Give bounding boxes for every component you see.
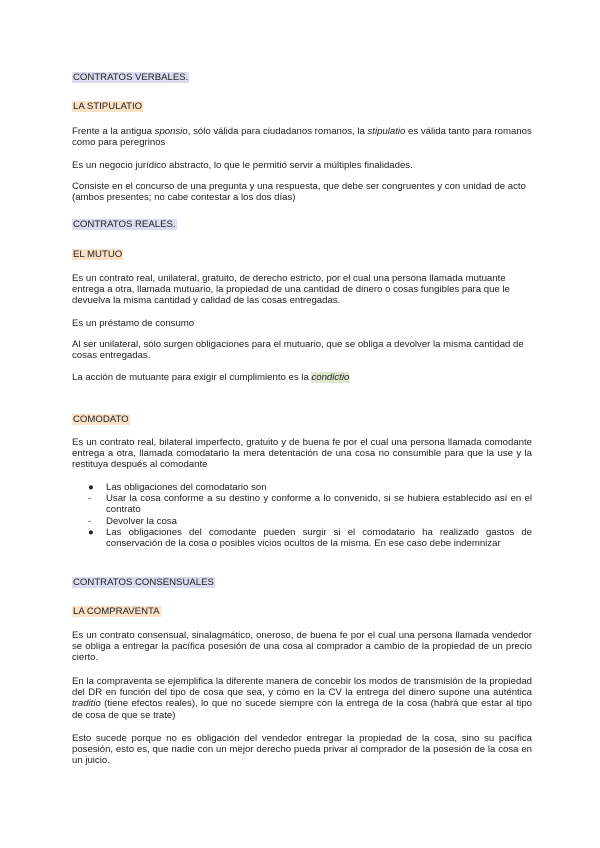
heading-stipulatio: LA STIPULATIO bbox=[73, 101, 143, 112]
list-item bbox=[88, 527, 532, 549]
compraventa-paragraph-2 bbox=[72, 676, 532, 721]
stipulatio-paragraph-1 bbox=[72, 126, 532, 148]
term-stipulatio: stipulatio bbox=[367, 126, 406, 137]
dash-marker: - bbox=[88, 515, 92, 527]
term-condictio: condictio bbox=[311, 372, 350, 383]
mutuo-paragraph-3: Al ser unilateral, sólo surgen obligaciones para el mutuario, que se obliga a devolver la misma cantidad de cosas entregadas. bbox=[72, 339, 524, 362]
stipulatio-paragraph-2: Es un negocio jurídico abstracto, lo que le permitió servir a múltiples finalidades. bbox=[72, 160, 413, 171]
comodato-paragraph-1: Es un contrato real, bilateral imperfecto, gratuito y de buena fe por el cual una persona llamada comodante entrega a otra, llamada comodatario la mera detentación de una cosa no consumible para que la use y la restituya después al comodante bbox=[72, 437, 532, 471]
heading-comodato: COMODATO bbox=[73, 414, 129, 425]
compraventa-paragraph-1: Es un contrato consensual, sinalagmático, oneroso, de buena fe por el cual una persona llamada vendedor se obliga a entregar la pacífica posesión de una cosa al comprador a cambio de la propiedad de un precio cierto. bbox=[72, 630, 532, 664]
list-item bbox=[88, 482, 532, 493]
term-sponsio: sponsio bbox=[154, 126, 188, 137]
bullet-marker: ● bbox=[88, 526, 94, 538]
compraventa-paragraph-3: Esto sucede porque no es obligación del vendedor entregar la propiedad de la cosa, sino su pacífica posesión, esto es, que nadie con un mejor derecho pueda privar al comprador de la posesión de la cosa en un juicio. bbox=[72, 733, 532, 767]
list-item-text: Las obligaciones del comodatario son bbox=[106, 482, 267, 493]
bullet-marker: ● bbox=[88, 482, 94, 493]
list-item-text: Las obligaciones del comodante pueden surgir si el comodatario ha realizado gastos de conservación de la cosa o posibles vicios ocultos de la misma. En ese caso debe indemnizar bbox=[106, 526, 532, 550]
section-heading-consensuales: CONTRATOS CONSENSUALES bbox=[73, 577, 214, 588]
mutuo-paragraph-2: Es un préstamo de consumo bbox=[72, 318, 195, 329]
text-run: En la compraventa se ejemplifica la diferente manera de concebir los modos de transmisión de la propiedad del DR en función del tipo de cosa que sea, y cómo en la CV la entrega del dinero supone una auténtica bbox=[72, 676, 532, 699]
heading-mutuo: EL MUTUO bbox=[73, 249, 123, 260]
mutuo-paragraph-4 bbox=[72, 372, 532, 383]
section-heading-verbales: CONTRATOS VERBALES. bbox=[73, 72, 189, 83]
text-run: (tiene efectos reales), lo que no sucede siempre con la entrega de la cosa (habrá que estar al tipo de cosa de que se trate) bbox=[72, 698, 532, 721]
mutuo-paragraph-1: Es un contrato real, unilateral, gratuito, de derecho estricto, por el cual una persona llamada mutuante entrega a otra, llamada mutuario, la propiedad de una cantidad de dinero o cosas fungibles para que le devuelva la misma cantidad y calidad de las cosas entregadas. bbox=[72, 273, 510, 307]
list-item bbox=[88, 516, 532, 527]
term-traditio: traditio bbox=[72, 698, 101, 710]
heading-compraventa: LA COMPRAVENTA bbox=[73, 606, 160, 617]
stipulatio-paragraph-3: Consiste en el concurso de una pregunta y una respuesta, que debe ser congruentes y con unidad de acto (ambos presentes; no cabe contestar a los dos días) bbox=[72, 181, 526, 204]
text-run: Frente a la antigua bbox=[72, 126, 155, 137]
dash-marker: - bbox=[88, 493, 92, 505]
comodato-obligations-list bbox=[88, 482, 532, 549]
text-run: La acción de mutuante para exigir el cumplimiento es la bbox=[72, 372, 312, 383]
list-item-text: Usar la cosa conforme a su destino y conforme a lo convenido, si se hubiera establecido así en el contrato bbox=[106, 493, 532, 516]
text-run: , sólo válida para ciudadanos romanos, la bbox=[187, 126, 368, 137]
list-item bbox=[88, 493, 532, 515]
list-item-text: Devolver la cosa bbox=[106, 515, 177, 527]
text-run: es válida tanto para romanos como para peregrinos bbox=[72, 126, 532, 149]
section-heading-reales: CONTRATOS REALES. bbox=[73, 219, 176, 230]
